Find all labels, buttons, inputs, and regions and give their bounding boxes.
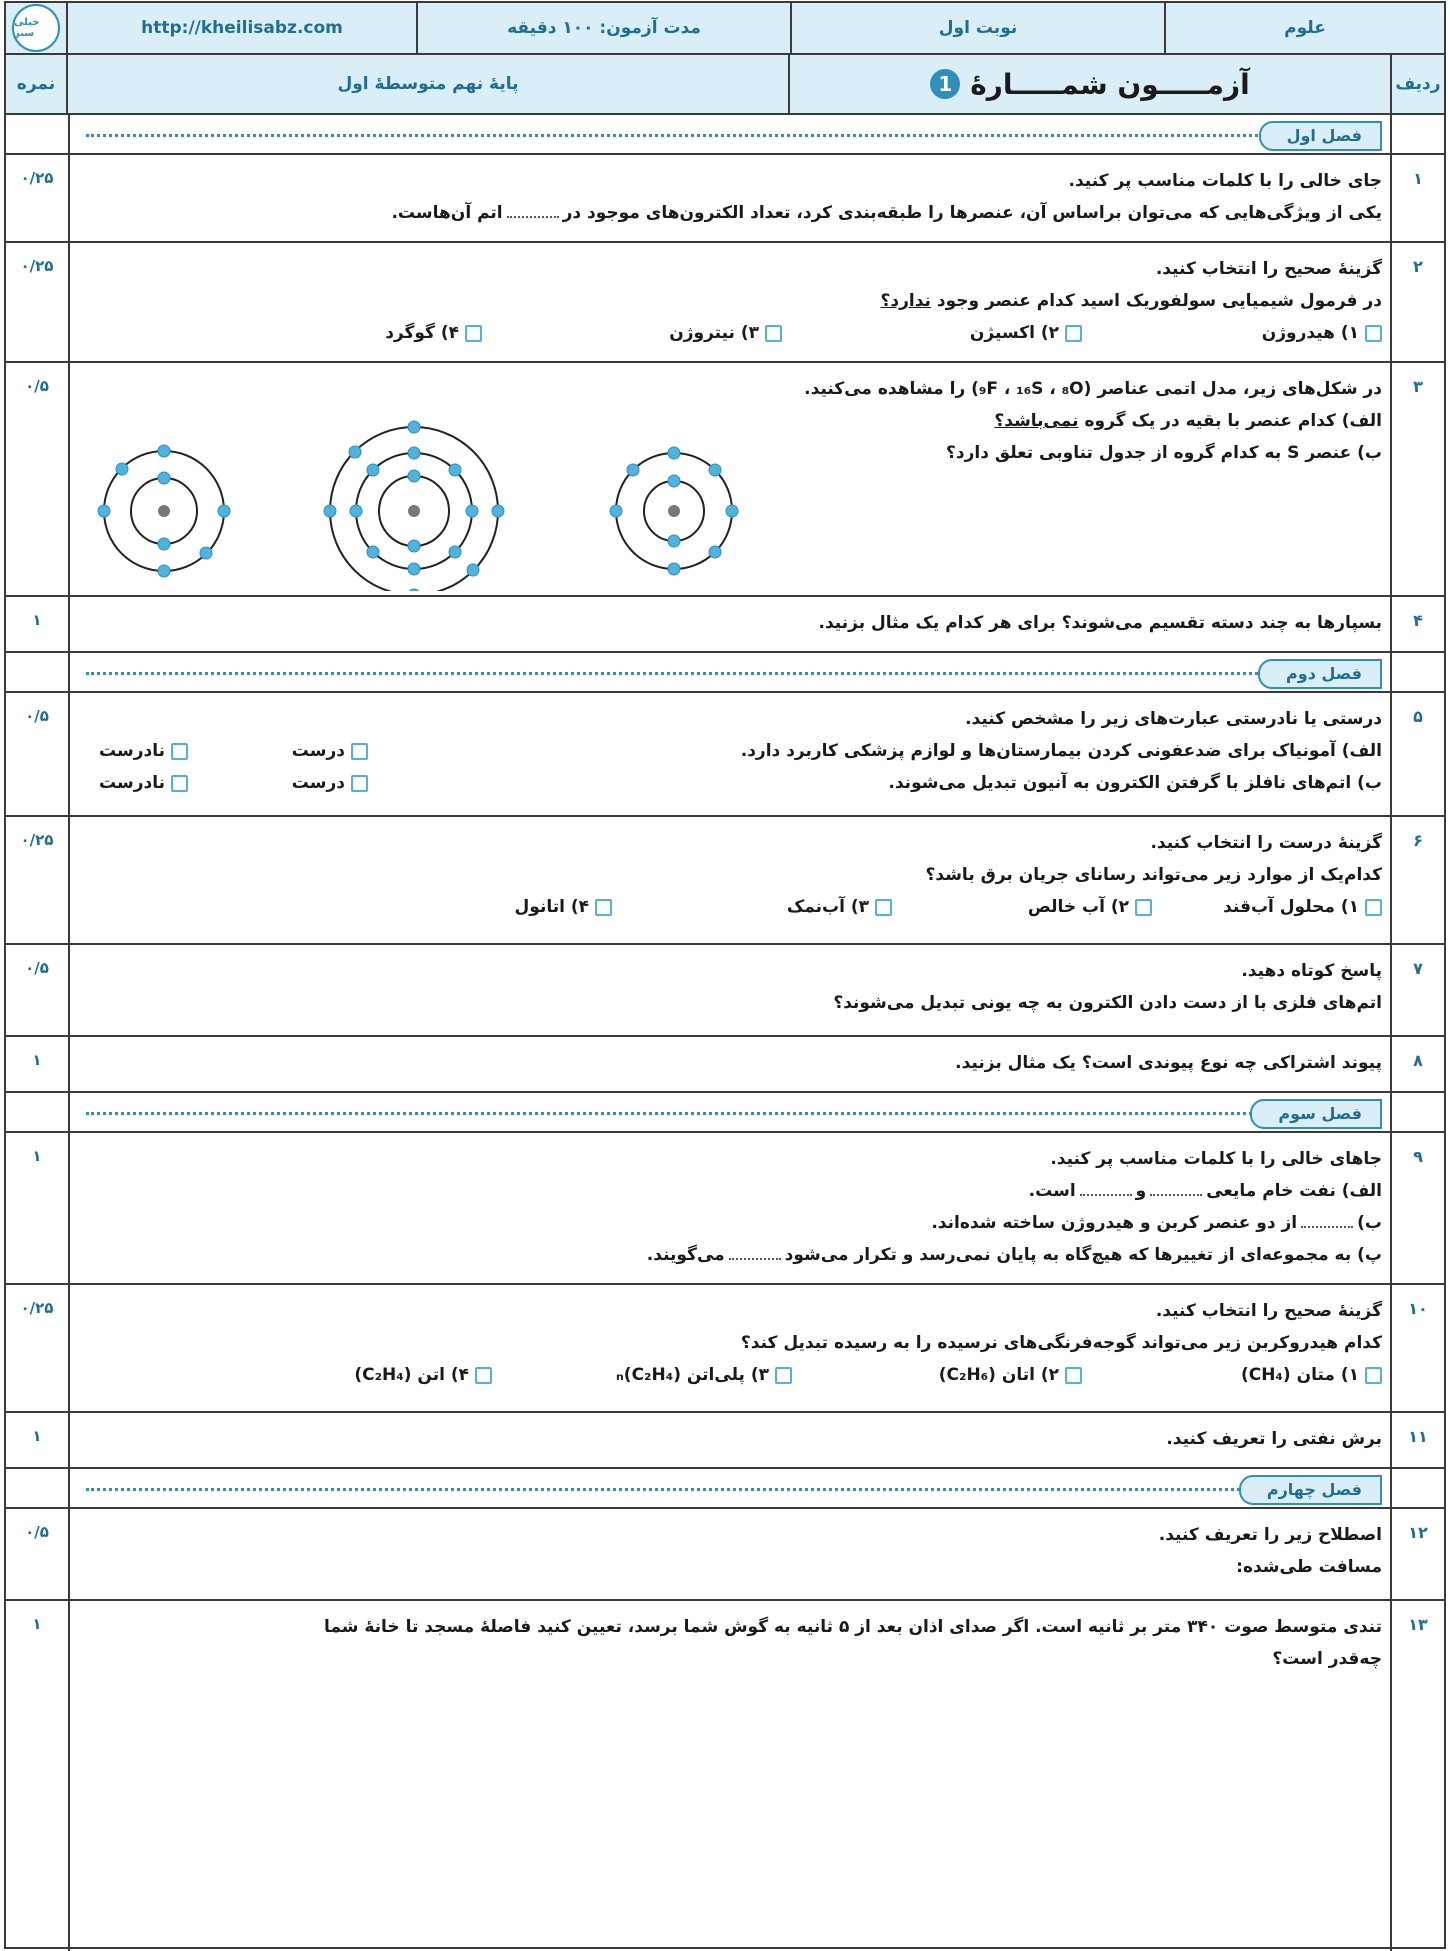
options-row: [78, 317, 1382, 349]
website-link[interactable]: http://kheilisabz.com: [68, 3, 418, 53]
question-row: [6, 1509, 1444, 1601]
exam-title-cell: [790, 55, 1392, 113]
question-instruction: گزینهٔ صحیح را انتخاب کنید.: [1155, 1301, 1382, 1321]
checkbox[interactable]: [595, 899, 612, 916]
option[interactable]: نادرست: [78, 735, 188, 767]
question-score: ۰/۵: [25, 377, 49, 395]
question-row: [6, 1285, 1444, 1413]
question-number: ۴: [1413, 611, 1423, 630]
exam-title-text: آزمـــــون شمـــــارهٔ: [970, 67, 1250, 101]
answer-blank[interactable]: [1080, 1194, 1132, 1196]
question-score: ۰/۲۵: [20, 831, 54, 849]
checkbox[interactable]: [765, 325, 782, 342]
question-row: [6, 1601, 1444, 1697]
question-score: ۰/۲۵: [20, 1299, 54, 1317]
question-row: [6, 1133, 1444, 1285]
checkbox[interactable]: [875, 899, 892, 916]
question-score: ۰/۵: [25, 959, 49, 977]
option[interactable]: ۲) آب خالص: [892, 891, 1152, 923]
exam-turn: نوبت اول: [792, 3, 1166, 53]
question-instruction: گزینهٔ صحیح را انتخاب کنید.: [1155, 259, 1382, 279]
question-text: الف) کدام عنصر با بقیه در یک گروه نمی‌باشد؟: [994, 411, 1382, 431]
question-score: ۱: [32, 1615, 42, 1633]
question-instruction: در شکل‌های زیر، مدل اتمی عناصر (₉F ، ₁₆S ، ₈O) را مشاهده می‌کنید.: [804, 379, 1382, 399]
checkbox[interactable]: [171, 743, 188, 760]
question-text: تندی متوسط صوت ۳۴۰ متر بر ثانیه است. اگر صدای اذان بعد از ۵ ثانیه به گوش شما برسد، تعیین کنید فاصلهٔ مسجد تا خانهٔ شما: [323, 1617, 1382, 1637]
checkbox[interactable]: [171, 775, 188, 792]
question-text: در فرمول شیمیایی سولفوریک اسید کدام عنصر وجود ندارد؟: [880, 291, 1382, 311]
option[interactable]: ۱) محلول آب‌قند: [1152, 891, 1382, 923]
atom-models-figure: [74, 411, 774, 591]
question-score: ۱: [32, 1427, 42, 1445]
answer-blank[interactable]: [1301, 1226, 1353, 1228]
option[interactable]: ۳) پلی‌اتن (C₂H₄)ₙ: [492, 1359, 792, 1391]
question-score: ۰/۲۵: [20, 257, 54, 275]
checkbox[interactable]: [1065, 325, 1082, 342]
question-content: [78, 1047, 1382, 1079]
dotted-divider: [86, 1488, 1264, 1491]
grade-label: پایهٔ نهم متوسطهٔ اول: [68, 55, 790, 113]
nucleus: [408, 505, 420, 517]
question-text: ب)از دو عنصر کربن و هیدروژن ساخته شده‌اند.: [931, 1213, 1382, 1233]
checkbox[interactable]: [1365, 325, 1382, 342]
question-row: [6, 363, 1444, 597]
question-content: [78, 1423, 1382, 1455]
question-instruction: درستی یا نادرستی عبارت‌های زیر را مشخص کنید.: [965, 709, 1382, 729]
section-tag: فصل چهارم: [1239, 1475, 1382, 1505]
question-text: پیوند اشتراکی چه نوع پیوندی است؟ یک مثال بزنید.: [955, 1053, 1382, 1073]
questions-body: [6, 115, 1444, 1951]
question-number: ۱۱: [1408, 1427, 1428, 1446]
answer-blank[interactable]: [1150, 1194, 1202, 1196]
logo-cell: [6, 3, 68, 53]
question-number: ۲: [1413, 257, 1423, 276]
question-score: ۰/۵: [25, 707, 49, 725]
dotted-divider: [86, 134, 1264, 137]
question-row: [6, 243, 1444, 363]
checkbox[interactable]: [775, 1367, 792, 1384]
question-text: ب) عنصر S به کدام گروه از جدول تناوبی تعلق دارد؟: [946, 443, 1382, 463]
question-text: یکی از ویژگی‌هایی که می‌توان براساس آن، عنصرها را طبقه‌بندی کرد، تعداد الکترون‌های موجود دراتم آن‌هاست.: [391, 203, 1382, 223]
question-instruction: گزینهٔ درست را انتخاب کنید.: [1150, 833, 1382, 853]
question-instruction: اصطلاح زیر را تعریف کنید.: [1158, 1525, 1382, 1545]
question-text: برش نفتی را تعریف کنید.: [1166, 1429, 1382, 1449]
option[interactable]: نادرست: [78, 767, 188, 799]
question-content: [78, 1611, 1382, 1675]
exam-number-badge: 1: [930, 69, 960, 99]
question-instruction: جای خالی را با کلمات مناسب پر کنید.: [1068, 171, 1382, 191]
section-header: [6, 1093, 1444, 1133]
question-number: ۶: [1413, 831, 1423, 850]
header-row-bottom: [6, 55, 1444, 115]
question-row: [6, 597, 1444, 653]
section-tag: فصل دوم: [1258, 659, 1382, 689]
statement-row: الف) آمونیاک برای ضدعفونی کردن بیمارستان‌ها و لوازم پزشکی کاربرد دارد. درست نادرست: [78, 735, 1382, 767]
question-number: ۱۲: [1408, 1523, 1428, 1542]
statement-row: ب) اتم‌های نافلز با گرفتن الکترون به آنیون تبدیل می‌شوند. درست نادرست: [78, 767, 1382, 799]
exam-title: [930, 68, 1249, 101]
question-content: [78, 607, 1382, 639]
option[interactable]: ۴) گوگرد: [385, 317, 482, 349]
option[interactable]: ۴) اتانول: [515, 891, 612, 923]
options-row: [78, 891, 1382, 923]
question-content: [78, 1143, 1382, 1271]
question-content: [78, 253, 1382, 349]
question-score: ۱: [32, 1147, 42, 1165]
question-score: ۱: [32, 1051, 42, 1069]
question-row: [6, 1037, 1444, 1093]
answer-blank[interactable]: [729, 1258, 781, 1260]
checkbox[interactable]: [1065, 1367, 1082, 1384]
nucleus: [158, 505, 170, 517]
options-row: [78, 1359, 1382, 1391]
exam-subject: علوم: [1284, 18, 1326, 38]
option[interactable]: ۲) اکسیژن: [782, 317, 1082, 349]
question-instruction: جاهای خالی را با کلمات مناسب پر کنید.: [1050, 1149, 1382, 1169]
question-content: [78, 1295, 1382, 1391]
question-text: کدام هیدروکربن زیر می‌تواند گوجه‌فرنگی‌های نرسیده را به رسیده تبدیل کند؟: [740, 1333, 1382, 1353]
option[interactable]: ۴) اتن (C₂H₄): [354, 1359, 492, 1391]
question-content: [78, 165, 1382, 229]
question-number: ۱: [1413, 169, 1423, 188]
question-score: ۰/۵: [25, 1523, 49, 1541]
option[interactable]: ۲) اتان (C₂H₆): [792, 1359, 1082, 1391]
question-number: ۷: [1413, 959, 1423, 978]
question-text: چه‌قدر است؟: [1272, 1649, 1382, 1669]
section-header: [6, 653, 1444, 693]
question-instruction: پاسخ کوتاه دهید.: [1241, 961, 1382, 981]
question-number: ۸: [1413, 1051, 1423, 1070]
question-number: ۵: [1413, 707, 1423, 726]
question-content: [78, 1519, 1382, 1583]
question-content: [78, 703, 1382, 799]
checkbox[interactable]: [475, 1367, 492, 1384]
question-row: [6, 817, 1444, 945]
publisher-logo: خیلی سبز: [12, 4, 60, 52]
section-tag: فصل اول: [1259, 121, 1382, 151]
score-column-label: نمره: [6, 55, 68, 113]
exam-duration: مدت آزمون: ۱۰۰ دقیقه: [418, 3, 792, 53]
question-row: [6, 693, 1444, 817]
dotted-divider: [86, 672, 1264, 675]
checkbox[interactable]: [465, 325, 482, 342]
option[interactable]: درست: [188, 767, 368, 799]
option[interactable]: ۱) متان (CH₄): [1082, 1359, 1382, 1391]
question-text: مسافت طی‌شده:: [1236, 1557, 1382, 1577]
dotted-divider: [86, 1112, 1264, 1115]
question-row: [6, 155, 1444, 243]
question-text: پ) به مجموعه‌ای از تغییرها که هیچ‌گاه به پایان نمی‌رسد و تکرار می‌شودمی‌گویند.: [646, 1245, 1382, 1265]
exam-sheet: [4, 1, 1446, 1949]
question-text: بسپارها به چند دسته تقسیم می‌شوند؟ برای هر کدام یک مثال بزنید.: [818, 613, 1382, 633]
question-score: ۰/۲۵: [20, 169, 54, 187]
question-number: ۳: [1413, 377, 1423, 396]
option[interactable]: ۳) نیتروژن: [482, 317, 782, 349]
section-tag: فصل سوم: [1250, 1099, 1382, 1129]
checkbox[interactable]: [1365, 1367, 1382, 1384]
question-text: اتم‌های فلزی با از دست دادن الکترون به چه یونی تبدیل می‌شوند؟: [833, 993, 1382, 1013]
question-number: ۱۳: [1408, 1615, 1428, 1634]
option[interactable]: ۳) آب‌نمک: [612, 891, 892, 923]
option[interactable]: درست: [188, 735, 368, 767]
question-number: ۹: [1413, 1147, 1423, 1166]
row-column-label: ردیف: [1395, 74, 1441, 94]
question-row: [6, 1413, 1444, 1469]
section-header: [6, 115, 1444, 155]
section-header: [6, 1469, 1444, 1509]
question-score: ۱: [32, 611, 42, 629]
question-text: الف) نفت خام مایعیواست.: [1028, 1181, 1382, 1201]
header-row-top: [6, 3, 1444, 55]
question-text: کدام‌یک از موارد زیر می‌تواند رسانای جریان برق باشد؟: [925, 865, 1382, 885]
checkbox[interactable]: [351, 743, 368, 760]
nucleus: [668, 505, 680, 517]
option[interactable]: ۱) هیدروژن: [1082, 317, 1382, 349]
question-content: [78, 827, 1382, 923]
checkbox[interactable]: [1365, 899, 1382, 916]
checkbox[interactable]: [1135, 899, 1152, 916]
answer-blank[interactable]: [507, 216, 559, 218]
question-number: ۱۰: [1408, 1299, 1428, 1318]
question-content: [78, 955, 1382, 1019]
question-row: [6, 945, 1444, 1037]
checkbox[interactable]: [351, 775, 368, 792]
